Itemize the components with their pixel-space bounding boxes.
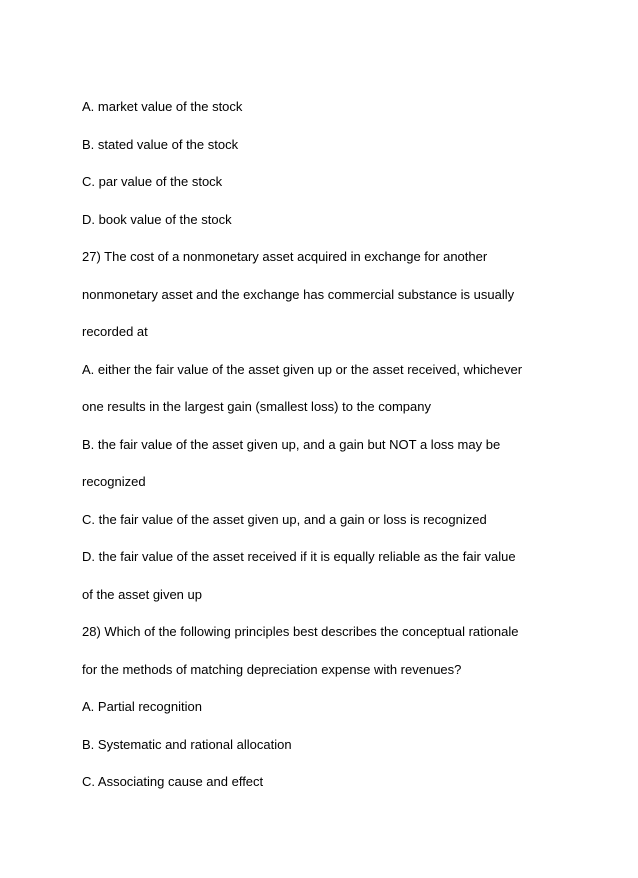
text-line: recorded at <box>82 324 148 339</box>
text-line: B. the fair value of the asset given up, and a gain but NOT a loss may be <box>82 437 501 452</box>
text-line: B. Systematic and rational allocation <box>82 737 292 752</box>
text-line: A. Partial recognition <box>82 699 202 714</box>
text-line: 27) The cost of a nonmonetary asset acquired in exchange for another <box>82 249 488 264</box>
text-line: C. Associating cause and effect <box>82 774 264 789</box>
text-line: 28) Which of the following principles best describes the conceptual rationale <box>82 624 519 639</box>
text-line: C. par value of the stock <box>82 174 223 189</box>
text-line: of the asset given up <box>82 587 202 602</box>
text-line: nonmonetary asset and the exchange has commercial substance is usually <box>82 287 515 302</box>
text-line: one results in the largest gain (smallest loss) to the company <box>82 399 432 414</box>
text-line: A. market value of the stock <box>82 99 243 114</box>
text-line: B. stated value of the stock <box>82 137 239 152</box>
text-line: D. the fair value of the asset received if it is equally reliable as the fair value <box>82 549 516 564</box>
text-line: D. book value of the stock <box>82 212 232 227</box>
text-line: for the methods of matching depreciation expense with revenues? <box>82 662 462 677</box>
text-line: C. the fair value of the asset given up, and a gain or loss is recognized <box>82 512 487 527</box>
text-line: recognized <box>82 474 146 489</box>
text-line: A. either the fair value of the asset given up or the asset received, whichever <box>82 362 523 377</box>
